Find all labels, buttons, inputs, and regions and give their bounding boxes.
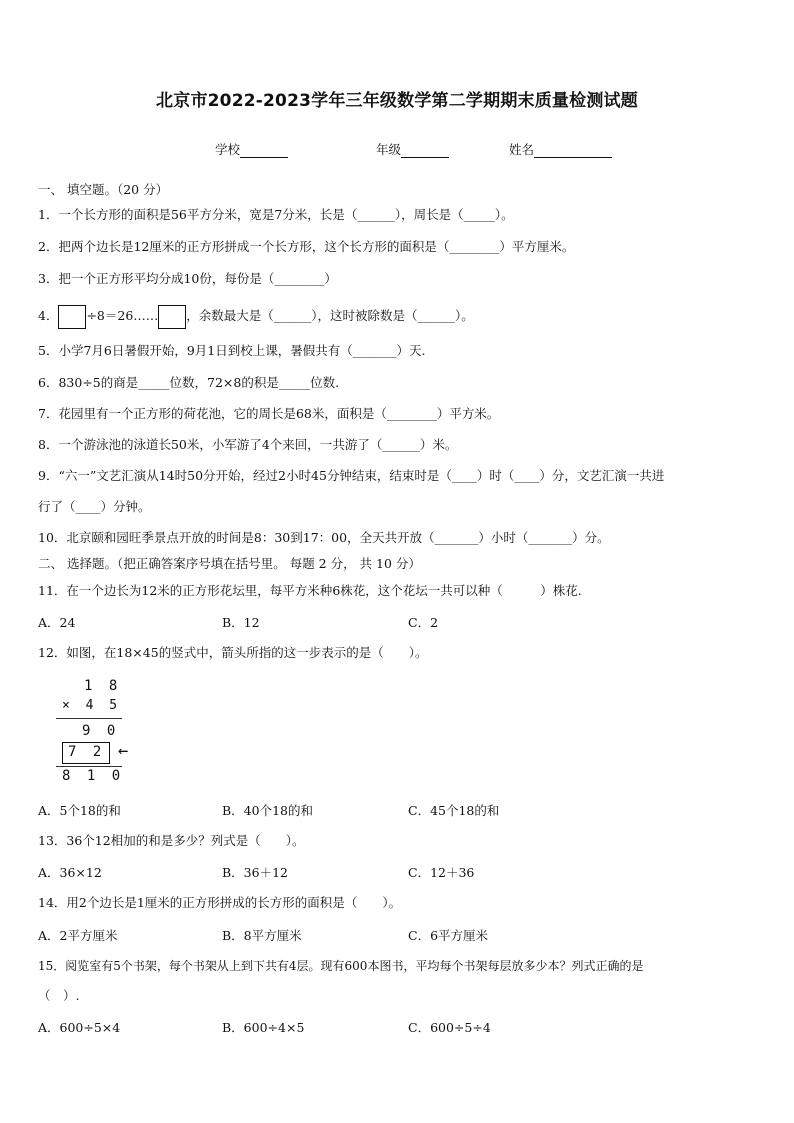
question-14-option-c[interactable]: C．6平方厘米: [408, 928, 489, 943]
calc-partial-1: 9 0: [82, 723, 120, 739]
question-9-line-1: 9．“六一”文艺汇演从14时50分开始，经过2小时45分钟结束，结束时是（____）时（____）分，文艺汇演一共进: [38, 468, 665, 483]
page-title: 北京市2022-2023学年三年级数学第二学期期末质量检测试题: [156, 91, 638, 111]
question-13-option-c[interactable]: C．12＋36: [408, 865, 475, 880]
question-4-equation: ÷8＝26……: [86, 308, 159, 323]
question-15-line-2: （ ）.: [38, 988, 80, 1003]
question-13: 13．36个12相加的和是多少？列式是（ ）。: [38, 833, 305, 848]
school-blank[interactable]: [240, 145, 288, 158]
question-11: 11．在一个边长为12米的正方形花坛里，每平方米种6株花，这个花坛一共可以种（ ）株花.: [38, 583, 582, 598]
calc-rule-1: [56, 718, 122, 719]
question-4-number: 4．: [38, 308, 59, 323]
question-13-option-a[interactable]: A．36×12: [38, 865, 102, 880]
question-5: 5．小学7月6日暑假开始，9月1日到校上课，暑假共有（_______）天.: [38, 343, 426, 358]
question-15-line-1: 15．阅览室有5个书架，每个书架从上到下共有4层。现有600本图书，平均每个书架每层放多少本？列式正确的是: [38, 959, 644, 973]
name-label: 姓名: [509, 142, 535, 157]
question-1: 1．一个长方形的面积是56平方分米，宽是7分米，长是（______），周长是（_____）。: [38, 207, 514, 222]
school-field: [215, 140, 288, 158]
question-15-option-a[interactable]: A．600÷5×4: [38, 1020, 121, 1035]
question-8: 8．一个游泳池的泳道长50米，小军游了4个来回，一共游了（______）米。: [38, 437, 458, 452]
grade-field: [376, 140, 449, 158]
question-4-tail: ，余数最大是（______），这时被除数是（______）。: [186, 308, 474, 323]
question-7: 7．花园里有一个正方形的荷花池，它的周长是68米，面积是（________）平方米。: [38, 406, 500, 421]
school-label: 学校: [215, 142, 241, 157]
question-12: 12．如图，在18×45的竖式中，箭头所指的这一步表示的是（ ）。: [38, 645, 428, 660]
question-14-option-b[interactable]: B．8平方厘米: [222, 928, 302, 943]
question-12-option-a[interactable]: A．5个18的和: [38, 803, 121, 818]
calc-multiplicand: 1 8: [84, 678, 122, 694]
name-blank[interactable]: [534, 145, 612, 158]
dividend-box[interactable]: [58, 305, 86, 329]
remainder-box[interactable]: [158, 305, 186, 329]
question-14-option-a[interactable]: A．2平方厘米: [38, 928, 118, 943]
question-4: [38, 304, 474, 329]
question-13-option-b[interactable]: B．36＋12: [222, 865, 288, 880]
question-11-option-b[interactable]: B．12: [222, 615, 260, 630]
question-6: 6．830÷5的商是_____位数，72×8的积是_____位数.: [38, 375, 340, 390]
grade-label: 年级: [376, 142, 402, 157]
question-15-option-c[interactable]: C．600÷5÷4: [408, 1020, 491, 1035]
question-11-option-c[interactable]: C．2: [408, 615, 439, 630]
question-15-option-b[interactable]: B．600÷4×5: [222, 1020, 305, 1035]
name-field: [509, 140, 612, 158]
question-2: 2．把两个边长是12厘米的正方形拼成一个长方形，这个长方形的面积是（________）平方厘米。: [38, 239, 575, 254]
question-14: 14．用2个边长是1厘米的正方形拼成的长方形的面积是（ ）。: [38, 895, 402, 910]
question-12-option-c[interactable]: C．45个18的和: [408, 803, 500, 818]
question-11-option-a[interactable]: A．24: [38, 615, 76, 630]
section-choice-heading: 二、 选择题。（把正确答案序号填在括号里。 每题 2 分， 共 10 分）: [38, 556, 421, 571]
question-3: 3．把一个正方形平均分成10份，每份是（________）: [38, 271, 337, 286]
arrow-left-icon: ←: [118, 741, 129, 761]
calc-partial-2: 7 2: [68, 744, 106, 760]
calc-multiplier: × 4 5: [62, 698, 122, 713]
calc-rule-2: [56, 766, 122, 767]
section-fill-in-heading: 一、 填空题。（20 分）: [38, 182, 169, 197]
calc-product: 8 1 0: [62, 768, 125, 784]
vertical-multiplication-figure: [52, 678, 152, 788]
question-12-option-b[interactable]: B．40个18的和: [222, 803, 313, 818]
question-10: 10．北京颐和园旺季景点开放的时间是8：30到17：00，全天共开放（_______）小时（_______）分。: [38, 530, 610, 545]
grade-blank[interactable]: [401, 145, 449, 158]
question-9-line-2: 行了（____）分钟。: [38, 499, 151, 514]
